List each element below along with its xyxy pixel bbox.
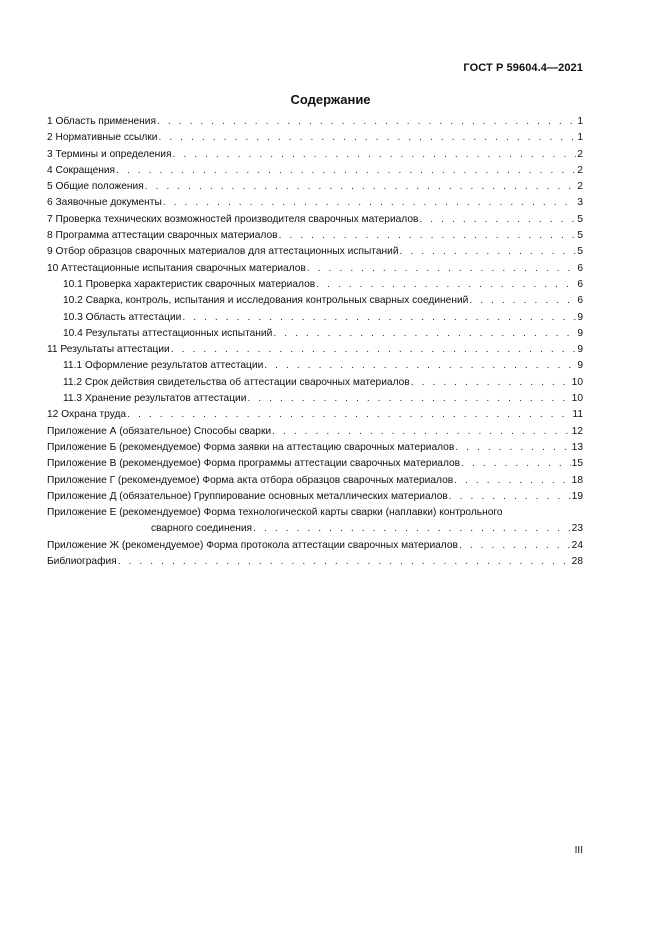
toc-subentry[interactable] [47,310,583,326]
toc-entry[interactable] [47,212,583,228]
toc-entry-page: 18 [571,474,583,486]
toc-appendix-entry[interactable] [47,473,583,489]
toc-appendix-entry[interactable] [47,424,583,440]
toc-entry-label: 7 Проверка технических возможностей производителя сварочных материалов [47,213,419,225]
toc-subentry[interactable] [47,358,583,374]
toc-leader-dots [158,130,576,146]
toc-entry-page: 5 [577,246,583,258]
toc-appendix-entry[interactable] [47,538,583,554]
toc-entry-page: 28 [571,556,583,568]
toc-appendix-entry[interactable] [47,489,583,505]
toc-leader-dots [411,375,571,391]
toc-entry[interactable] [47,195,583,211]
toc-entry-page: 6 [577,262,583,274]
toc-leader-dots [127,407,571,423]
toc-entry-page: 9 [577,344,583,356]
toc-entry-label: Приложение Е (рекомендуемое) Форма технологической карты сварки (наплавки) контрольного [47,507,503,519]
toc-leader-dots [461,456,571,472]
toc-entry-page: 23 [571,523,583,535]
toc-leader-dots [307,261,576,277]
toc-appendix-entry[interactable] [47,440,583,456]
toc-entry-label: 11.2 Срок действия свидетельства об аттестации сварочных материалов [63,376,410,388]
toc-leader-dots [145,179,577,195]
toc-entry[interactable] [47,147,583,163]
toc-entry-label: 3 Термины и определения [47,148,172,160]
toc-entry-page: 13 [571,441,583,453]
toc-entry-label: Приложение А (обязательное) Способы сварки [47,425,272,437]
toc-entry-label: 10.3 Область аттестации [63,311,182,323]
toc-leader-dots [400,244,577,260]
toc-leader-dots [264,358,576,374]
toc-leader-dots [171,342,577,358]
toc-entry-label: 5 Общие положения [47,181,144,193]
toc-leader-dots [419,212,576,228]
toc-entry-label: Приложение Д (обязательное) Группирование основных металлических материалов [47,490,448,502]
toc-leader-dots [449,489,571,505]
toc-entry-page: 1 [577,116,583,127]
toc-leader-dots [459,538,571,554]
toc-entry-label: 12 Охрана труда [47,409,127,421]
toc-entry-label: Приложение В (рекомендуемое) Форма программы аттестации сварочных материалов [47,458,461,470]
toc-appendix-entry[interactable] [47,505,583,538]
toc-entry-label: 10.4 Результаты аттестационных испытаний [63,327,273,339]
toc-entry-label: Приложение Г (рекомендуемое) Форма акта отбора образцов сварочных материалов [47,474,454,486]
toc-entry-label: 11.1 Оформление результатов аттестации [63,360,264,372]
toc-entry-page: 2 [577,164,583,176]
toc-leader-dots [118,554,571,570]
toc-entry-label: 4 Сокращения [47,164,116,176]
toc-subentry[interactable] [47,293,583,309]
toc-leader-dots [172,147,576,163]
toc-entry-label: Приложение Б (рекомендуемое) Форма заявки на аттестацию сварочных материалов [47,441,455,453]
toc-entry-page: 5 [577,230,583,242]
toc-entry-label: 10 Аттестационные испытания сварочных материалов [47,262,306,274]
toc-entry-page: 19 [571,490,583,502]
toc-leader-dots [455,440,570,456]
toc-entry[interactable] [47,179,583,195]
toc-entry-label: 2 Нормативные ссылки [47,132,158,144]
toc-entry-page: 5 [577,213,583,225]
toc-entry-label: 8 Программа аттестации сварочных материалов [47,230,278,242]
toc-entry-page: 3 [577,197,583,209]
toc-entry-page: 6 [577,295,583,307]
toc-leader-dots [116,163,576,179]
toc-entry[interactable] [47,554,583,570]
toc-leader-dots [273,326,576,342]
toc-entry[interactable] [47,342,583,358]
toc-leader-dots [279,228,577,244]
toc-subentry[interactable] [47,326,583,342]
toc-entry[interactable] [47,114,583,130]
toc-entry-label: 11 Результаты аттестации [47,344,170,356]
toc-entry-page: 11 [572,409,583,421]
toc-leader-dots [316,277,576,293]
toc-appendix-entry[interactable] [47,456,583,472]
toc-leader-dots [454,473,571,489]
toc-entry[interactable] [47,228,583,244]
toc-entry-page: 2 [577,181,583,193]
toc-entry-page: 12 [571,425,583,437]
toc-entry-label: Библиография [47,556,117,568]
toc-entry-page: 6 [577,278,583,290]
toc-entry-page: 10 [571,376,583,388]
toc-subentry[interactable] [47,391,583,407]
toc-entry-page: 1 [577,132,583,144]
toc-leader-dots [182,310,576,326]
toc-entry[interactable] [47,130,583,146]
page-number: III [574,845,583,856]
toc-entry-page: 9 [577,311,583,323]
toc-entry-page: 10 [571,393,583,405]
toc-entry-page: 9 [577,327,583,339]
toc-subentry[interactable] [47,277,583,293]
toc-entry-page: 2 [577,148,583,160]
toc-entry-label: 10.2 Сварка, контроль, испытания и исследования контрольных сварных соединений [63,295,469,307]
toc-entry-page: 24 [571,539,583,551]
toc-leader-dots [469,293,576,309]
toc-entry-label: 11.3 Хранение результатов аттестации [63,393,247,405]
toc-entry-label: 6 Заявочные документы [47,197,162,209]
toc-entry[interactable] [47,261,583,277]
toc-entry[interactable] [47,163,583,179]
toc-entry-label: 1 Область применения [47,116,156,127]
toc-entry[interactable] [47,407,583,423]
toc-title: Содержание [290,92,371,107]
document-code: ГОСТ Р 59604.4—2021 [463,62,583,74]
toc-entry[interactable] [47,244,583,260]
toc-entry-label: 10.1 Проверка характеристик сварочных материалов [63,278,316,290]
toc-entry-label-continuation: сварного соединения [151,523,253,535]
toc-subentry[interactable] [47,375,583,391]
toc-entry-page: 15 [571,458,583,470]
toc-entry-page: 9 [577,360,583,372]
toc-entry-label: Приложение Ж (рекомендуемое) Форма протокола аттестации сварочных материалов [47,539,458,551]
toc-leader-dots [247,391,570,407]
toc-leader-dots [253,521,571,537]
toc-entry-label: 9 Отбор образцов сварочных материалов для аттестационных испытаний [47,246,399,258]
toc-leader-dots [157,114,576,130]
table-of-contents [47,114,583,570]
toc-leader-dots [163,195,577,211]
toc-leader-dots [272,424,571,440]
